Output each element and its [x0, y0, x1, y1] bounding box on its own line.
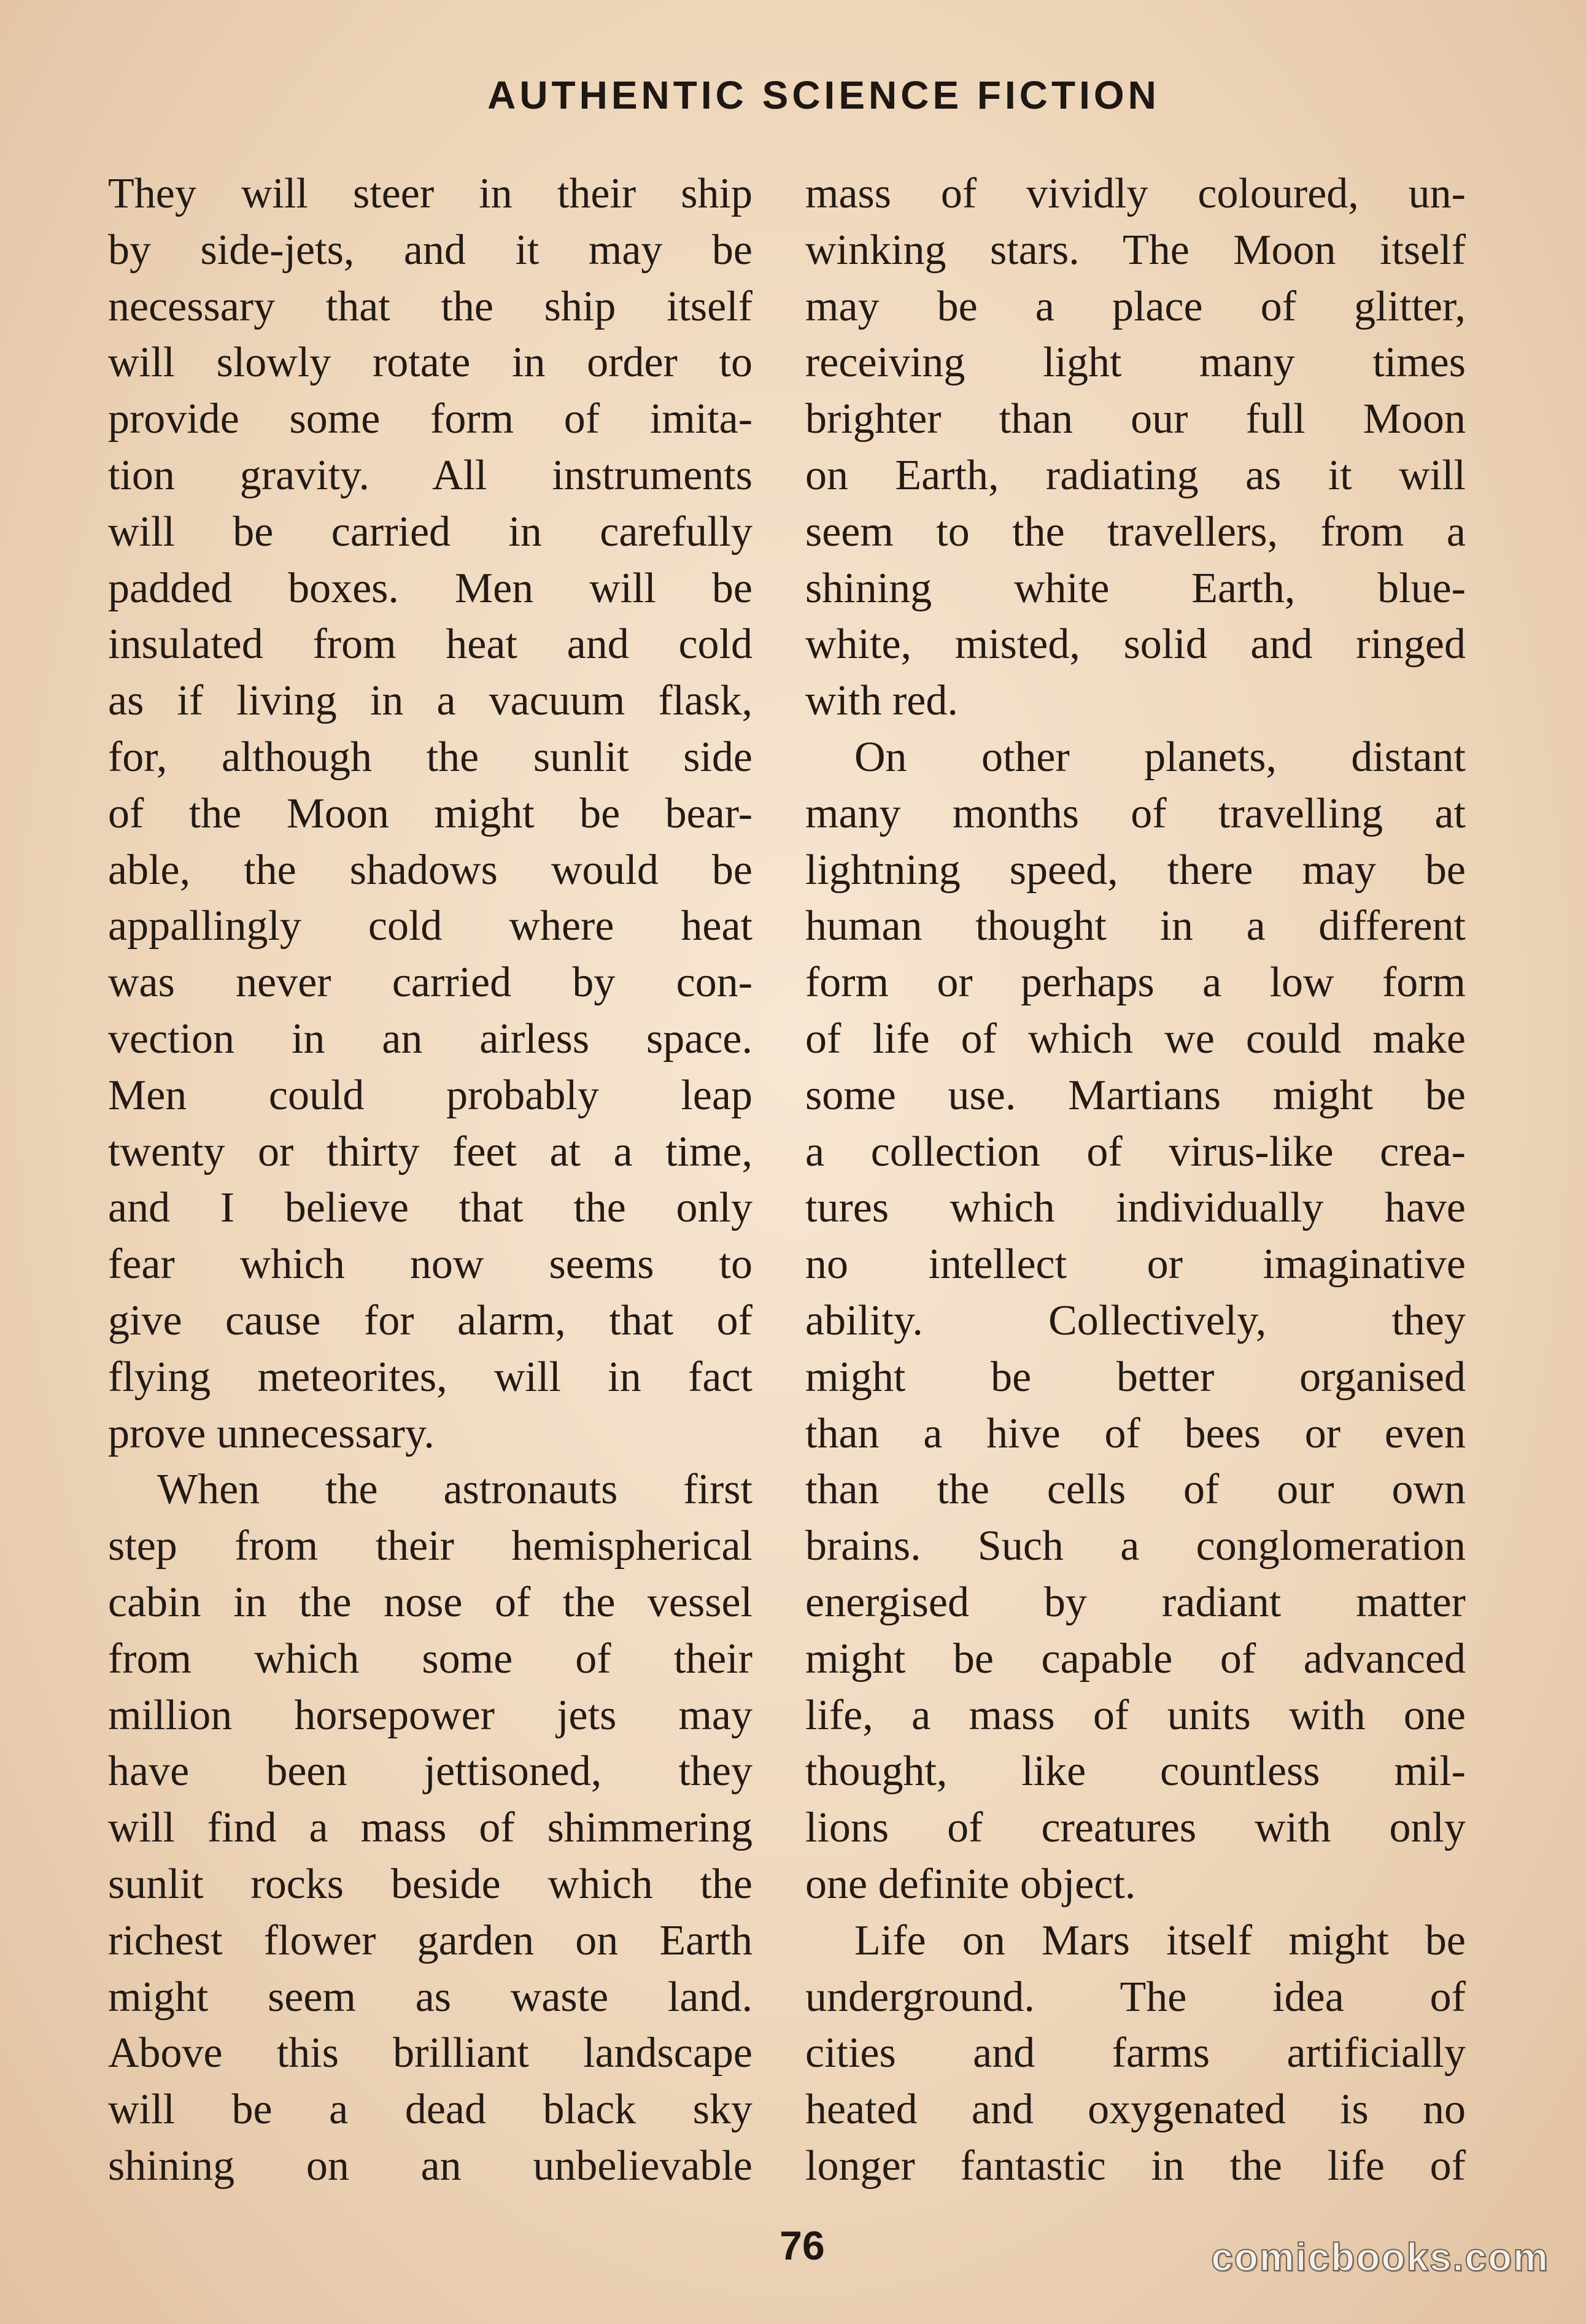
running-header: AUTHENTIC SCIENCE FICTION: [487, 73, 1160, 117]
text-line: lightning speed, there may be: [805, 846, 1466, 894]
text-line: by side-jets, and it may be: [108, 226, 752, 274]
text-line: some use. Martians might be: [805, 1071, 1466, 1119]
text-line: fear which now seems to: [108, 1241, 752, 1288]
text-line: energised by radiant matter: [805, 1578, 1466, 1626]
text-line: mass of vividly coloured, un-: [805, 170, 1466, 217]
right-text-column: [805, 166, 1466, 2194]
text-line: receiving light many times: [805, 339, 1466, 387]
text-line: than a hive of bees or even: [805, 1409, 1466, 1457]
text-line: underground. The idea of: [805, 1973, 1466, 2021]
text-line: was never carried by con-: [108, 959, 752, 1007]
text-line: human thought in a different: [805, 902, 1466, 950]
text-line: When the astronauts first: [157, 1466, 752, 1514]
text-line: will be carried in carefully: [108, 508, 752, 556]
text-line: will slowly rotate in order to: [108, 339, 752, 387]
text-line: and I believe that the only: [108, 1184, 752, 1232]
text-line: thought, like countless mil-: [805, 1748, 1466, 1795]
text-line: form or perhaps a low form: [805, 959, 1466, 1007]
text-line: On other planets, distant: [854, 733, 1466, 781]
text-line: white, misted, solid and ringed: [805, 621, 1466, 668]
text-line: twenty or thirty feet at a time,: [108, 1128, 752, 1176]
watermark-logo: comicbooks.com: [1211, 2235, 1549, 2279]
text-line: brains. Such a conglomeration: [805, 1522, 1466, 1570]
text-line: will find a mass of shimmering: [108, 1804, 752, 1852]
text-line: necessary that the ship itself: [108, 282, 752, 330]
text-line: may be a place of glitter,: [805, 282, 1466, 330]
text-line: one definite object.: [805, 1860, 1136, 1908]
text-line: longer fantastic in the life of: [805, 2142, 1466, 2190]
text-line: of life of which we could make: [805, 1015, 1466, 1063]
text-line: than the cells of our own: [805, 1466, 1466, 1514]
text-line: many months of travelling at: [805, 789, 1466, 837]
text-line: have been jettisoned, they: [108, 1748, 752, 1795]
text-line: Life on Mars itself might be: [854, 1916, 1466, 1964]
text-line: tion gravity. All instruments: [108, 451, 752, 499]
text-line: sunlit rocks beside which the: [108, 1860, 752, 1908]
text-line: seem to the travellers, from a: [805, 508, 1466, 556]
text-line: They will steer in their ship: [108, 170, 752, 217]
text-line: provide some form of imita-: [108, 395, 752, 443]
text-line: might be capable of advanced: [805, 1635, 1466, 1683]
text-line: heated and oxygenated is no: [805, 2086, 1466, 2134]
text-line: Men could probably leap: [108, 1071, 752, 1119]
text-line: padded boxes. Men will be: [108, 564, 752, 612]
text-line: life, a mass of units with one: [805, 1691, 1466, 1739]
text-line: a collection of virus-like crea-: [805, 1128, 1466, 1176]
text-line: for, although the sunlit side: [108, 733, 752, 781]
text-line: cities and farms artificially: [805, 2029, 1466, 2077]
text-line: with red.: [805, 677, 958, 725]
text-line: million horsepower jets may: [108, 1691, 752, 1739]
text-line: brighter than our full Moon: [805, 395, 1466, 443]
text-line: cabin in the nose of the vessel: [108, 1578, 752, 1626]
text-line: shining on an unbelievable: [108, 2142, 752, 2190]
text-line: might seem as waste land.: [108, 1973, 752, 2021]
text-line: vection in an airless space.: [108, 1015, 752, 1063]
text-line: shining white Earth, blue-: [805, 564, 1466, 612]
text-line: insulated from heat and cold: [108, 621, 752, 668]
text-line: from which some of their: [108, 1635, 752, 1683]
text-line: prove unnecessary.: [108, 1409, 435, 1457]
text-line: give cause for alarm, that of: [108, 1296, 752, 1344]
text-line: richest flower garden on Earth: [108, 1916, 752, 1964]
text-line: Above this brilliant landscape: [108, 2029, 752, 2077]
text-line: winking stars. The Moon itself: [805, 226, 1466, 274]
text-line: flying meteorites, will in fact: [108, 1353, 752, 1401]
text-line: might be better organised: [805, 1353, 1466, 1401]
text-line: step from their hemispherical: [108, 1522, 752, 1570]
text-line: tures which individually have: [805, 1184, 1466, 1232]
text-line: will be a dead black sky: [108, 2086, 752, 2134]
text-line: on Earth, radiating as it will: [805, 451, 1466, 499]
text-line: of the Moon might be bear-: [108, 789, 752, 837]
text-line: as if living in a vacuum flask,: [108, 677, 752, 725]
text-line: lions of creatures with only: [805, 1804, 1466, 1852]
text-line: able, the shadows would be: [108, 846, 752, 894]
left-text-column: [108, 166, 752, 2194]
text-line: no intellect or imaginative: [805, 1241, 1466, 1288]
text-line: appallingly cold where heat: [108, 902, 752, 950]
text-line: ability. Collectively, they: [805, 1296, 1466, 1344]
page-number: 76: [779, 2223, 825, 2268]
